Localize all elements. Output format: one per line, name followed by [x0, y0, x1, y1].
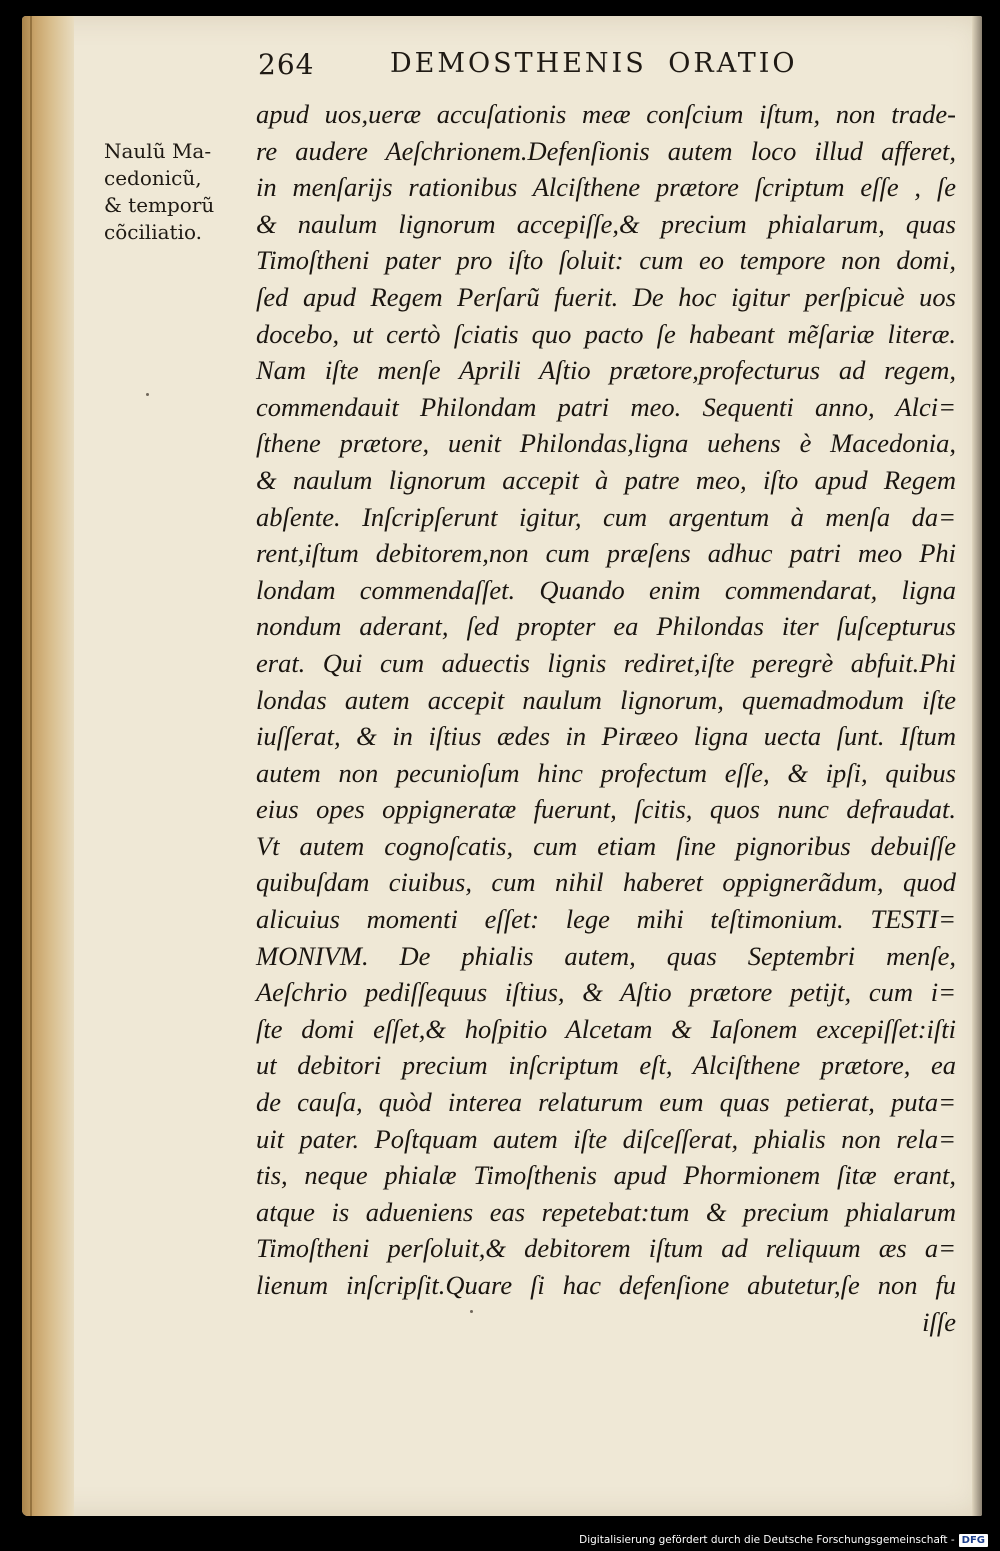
text-line: & naulum lignorum accepiſſe,& precium phialarum, quas	[256, 208, 956, 239]
page-edge	[22, 16, 74, 1516]
text-line: londas autem accepit naulum lignorum, quemadmodum iſte	[256, 684, 956, 715]
page-edge-line	[30, 16, 32, 1516]
text-line: lienum inſcripſit.Quare ſi hac defenſione abutetur,ſe non fu	[256, 1270, 956, 1300]
text-line: quibuſdam ciuibus, cum nihil haberet oppignerãdum, quod	[256, 867, 956, 898]
text-line: tis, neque phialæ Timoſthenis apud Phormionem ſitæ erant,	[256, 1160, 956, 1191]
dfg-logo-icon[interactable]: DFG	[959, 1534, 988, 1547]
margin-note-line: cõciliatio.	[104, 220, 203, 244]
text-line: re audere Aeſchrionem.Defenſionis autem loco illud afferet,	[256, 135, 956, 166]
text-line: in menſarijs rationibus Alciſthene prætore ſcriptum eſſe , ſe	[256, 172, 956, 203]
text-line: de cauſa, quòd interea relaturum eum quas petierat, puta=	[256, 1087, 956, 1118]
text-line: iuſſerat, & in iſtius ædes in Piræeo ligna uecta ſunt. Iſtum	[256, 721, 956, 752]
ink-speck	[470, 1310, 473, 1313]
text-line: ſthene prætore, uenit Philondas,ligna uehens è Macedonia,	[256, 428, 956, 459]
text-line: londam commendaſſet. Quando enim commendarat, ligna	[256, 574, 956, 605]
margin-note-line: Naulũ Ma-	[104, 139, 212, 163]
text-line: eius opes oppigneratæ fuerunt, ſcitis, quos nunc defraudat.	[256, 794, 956, 825]
text-line: MONIVM. De phialis autem, quas Septembri menſe,	[256, 940, 956, 971]
text-line: nondum aderant, ſed propter ea Philondas iter ſuſcepturus	[256, 611, 956, 642]
text-line: Vt autem cognoſcatis, cum etiam ſine pignoribus debuiſſe	[256, 830, 956, 861]
text-line: ſte domi eſſet,& hoſpitio Alcetam & Iaſonem excepiſſet:iſti	[256, 1013, 956, 1044]
text-line: Timoſtheni pater pro iſto ſoluit: cum eo tempore non domi,	[256, 245, 956, 276]
text-line: uit pater. Poſtquam autem iſte diſceſſerat, phialis non rela=	[256, 1123, 956, 1154]
text-line: commendauit Philondam patri meo. Sequenti anno, Alci=	[256, 391, 956, 422]
body-text	[256, 96, 956, 1340]
margin-note-line: & temporũ	[104, 193, 215, 217]
text-line: abſente. Inſcripſerunt igitur, cum argentum à menſa da=	[256, 501, 956, 532]
text-line: ſed apud Regem Perſarũ fuerit. De hoc igitur perſpicuè uos	[256, 281, 956, 312]
ink-speck	[146, 393, 149, 396]
text-line: & naulum lignorum accepit à patre meo, iſto apud Regem	[256, 464, 956, 495]
credit-text: Digitalisierung gefördert durch die Deutsche Forschungsgemeinschaft -	[579, 1534, 955, 1546]
text-line: autem non pecunioſum hinc profectum eſſe, & ipſi, quibus	[256, 757, 956, 788]
text-line: rent,iſtum debitorem,non cum præſens adhuc patri meo Phi	[256, 538, 956, 569]
catchword: iſſe	[922, 1306, 956, 1337]
text-line: docebo, ut certò ſciatis quo pacto ſe habeant mẽſariæ literæ.	[256, 318, 956, 349]
text-line: Timoſtheni perſoluit,& debitorem iſtum ad reliquum æs a=	[256, 1233, 956, 1264]
margin-note-line: cedonicũ,	[104, 166, 202, 190]
digitization-credit	[579, 1532, 988, 1548]
text-line: Aeſchrio pediſſequus iſtius, & Aſtio prætore petijt, cum i=	[256, 977, 956, 1008]
text-line: erat. Qui cum aduectis lignis rediret,iſte peregrè abfuit.Phi	[256, 647, 956, 678]
text-line: atque is adueniens eas repetebat:tum & precium phialarum	[256, 1196, 956, 1227]
page-number: 264	[258, 48, 315, 81]
text-line: alicuius momenti eſſet: lege mihi teſtimonium. TESTI=	[256, 904, 956, 935]
page-shadow	[972, 16, 982, 1516]
text-line: ut debitori precium inſcriptum eſt, Alciſthene prætore, ea	[256, 1050, 956, 1081]
text-line: apud uos,ueræ accuſationis meæ conſcium iſtum, non trade-	[256, 99, 956, 129]
margin-note	[104, 138, 274, 246]
running-title: DEMOSTHENIS ORATIO	[390, 48, 798, 79]
text-line: Nam iſte menſe Aprili Aſtio prætore,profecturus ad regem,	[256, 355, 956, 386]
page-header	[258, 48, 858, 88]
